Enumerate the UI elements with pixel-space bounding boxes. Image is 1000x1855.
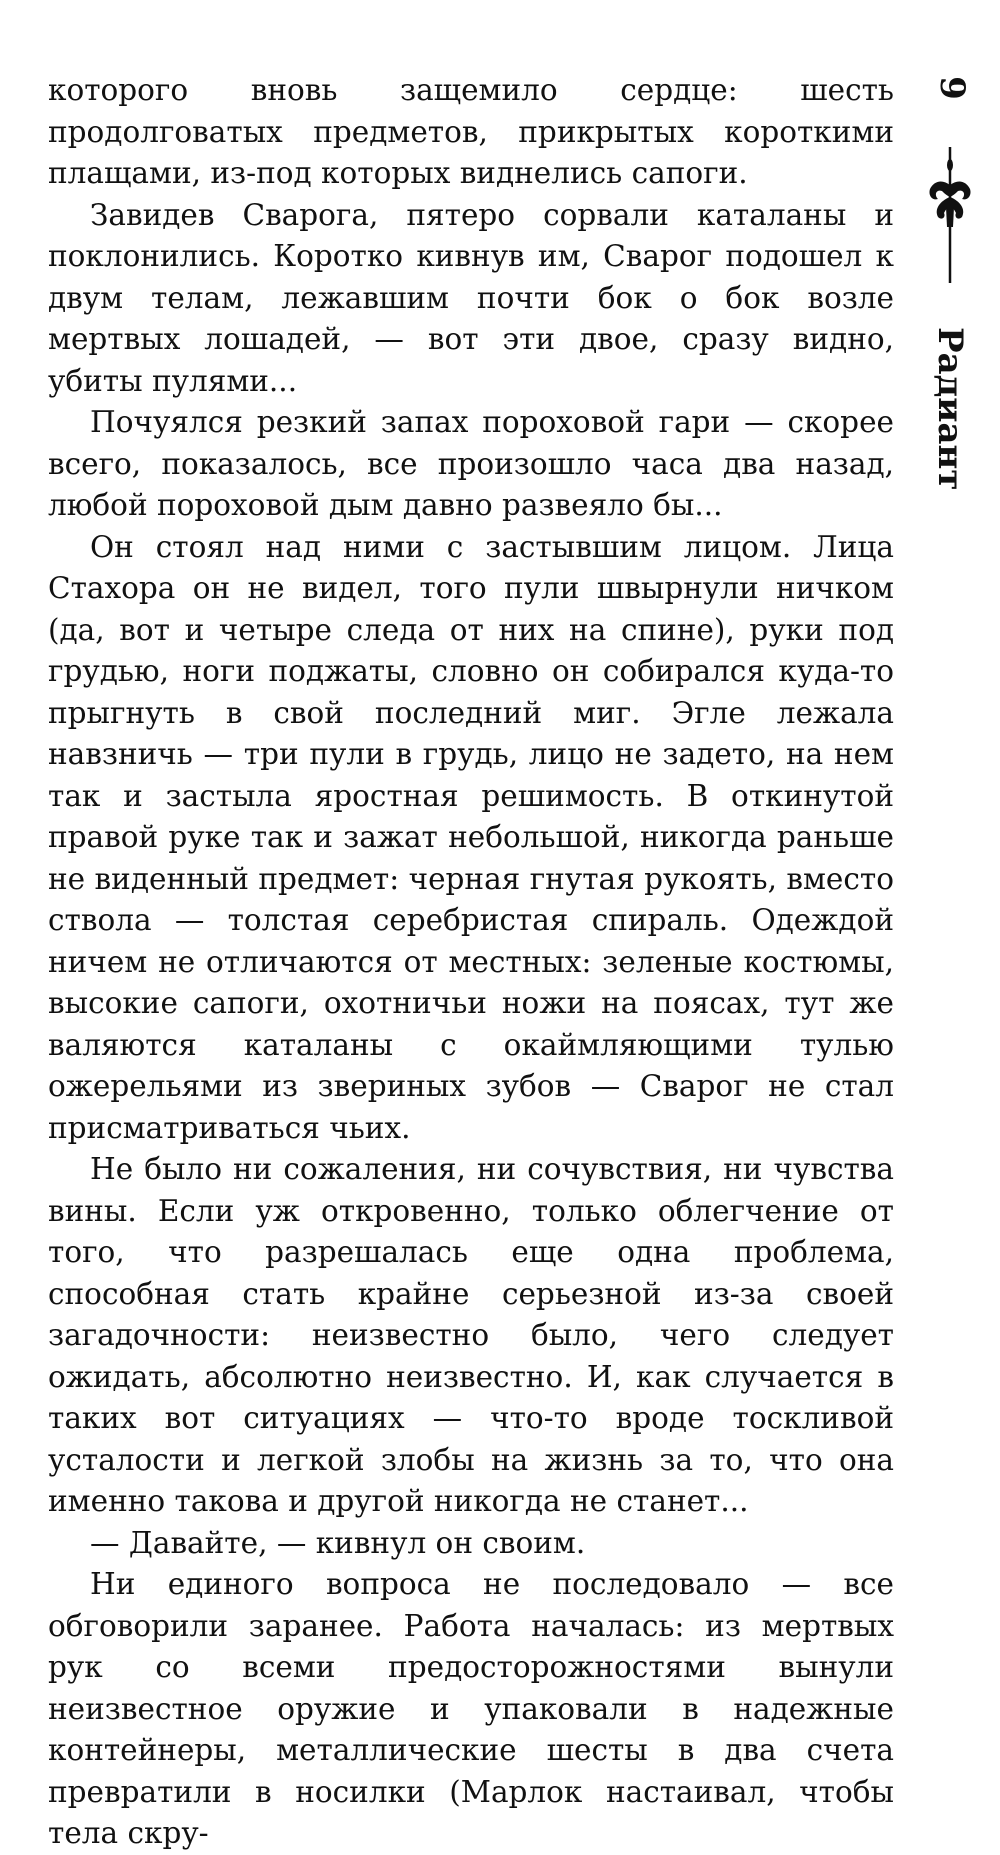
- paragraph: Ни единого вопроса не последовало — все обговорили заранее. Работа началась: из мертвых рук со всеми предосторожностями вынули неизвестное оружие и упаковали в надежные контейнеры, металлические шесты в два счета превратили в носилки (Марлок настаивал, чтобы тела скру-: [48, 1567, 894, 1850]
- paragraph: Почуялся резкий запах пороховой гари — скорее всего, показалось, все произошло часа два назад, любой пороховой дым давно развеяло бы...: [48, 405, 894, 522]
- paragraph-continued: которого вновь защемило сердце: шесть продолговатых предметов, прикрытых короткими плащами, из-под которых виднелись сапоги.: [48, 73, 894, 190]
- page-body-text: [48, 70, 894, 1855]
- side-margin: [910, 60, 990, 500]
- paragraph: Не было ни сожаления, ни сочувствия, ни чувства вины. Если уж откровенно, только облегчение от того, что разрешалась еще одна проблема, способная стать крайне серьезной из-за своей загадочности: неизвестно было, чего следует ожидать, абсолютно неизвестно. И, как случается в таких вот ситуациях — что-то вроде тоскливой усталости и легкой злобы на жизнь за то, что она именно такова и другой никогда не станет...: [48, 1152, 894, 1518]
- paragraph: Он стоял над ними с застывшим лицом. Лица Стахора он не видел, того пули швырнули ничком (да, вот и четыре следа от них на спине), руки под грудью, ноги поджаты, словно он собирался куда-то прыгнуть в свой последний миг. Эгле лежала навзничь — три пули в грудь, лицо не задето, на нем так и застыла яростная решимость. В откинутой правой руке так и зажат небольшой, никогда раньше не виденный предмет: черная гнутая рукоять, вместо ствола — толстая серебристая спираль. Одеждой ничем не отличаются от местных: зеленые костюмы, высокие сапоги, охотничьи ножи на поясах, тут же валяются каталаны с окаймляющими тулью ожерельями из звериных зубов — Сварог не стал присматриваться чьих.: [48, 529, 894, 1145]
- page-number: 9: [932, 76, 972, 100]
- paragraph: Завидев Сварога, пятеро сорвали каталаны и поклонились. Коротко кивнув им, Сварог подошел к двум телам, лежавшим почти бок о бок возле мертвых лошадей, — вот эти двое, сразу видно, убиты пулями...: [48, 197, 894, 398]
- running-title: Радиант: [930, 327, 970, 491]
- dagger-ornament-icon: [920, 145, 980, 285]
- dialogue-line: — Давайте, — кивнул он своим.: [90, 1525, 586, 1560]
